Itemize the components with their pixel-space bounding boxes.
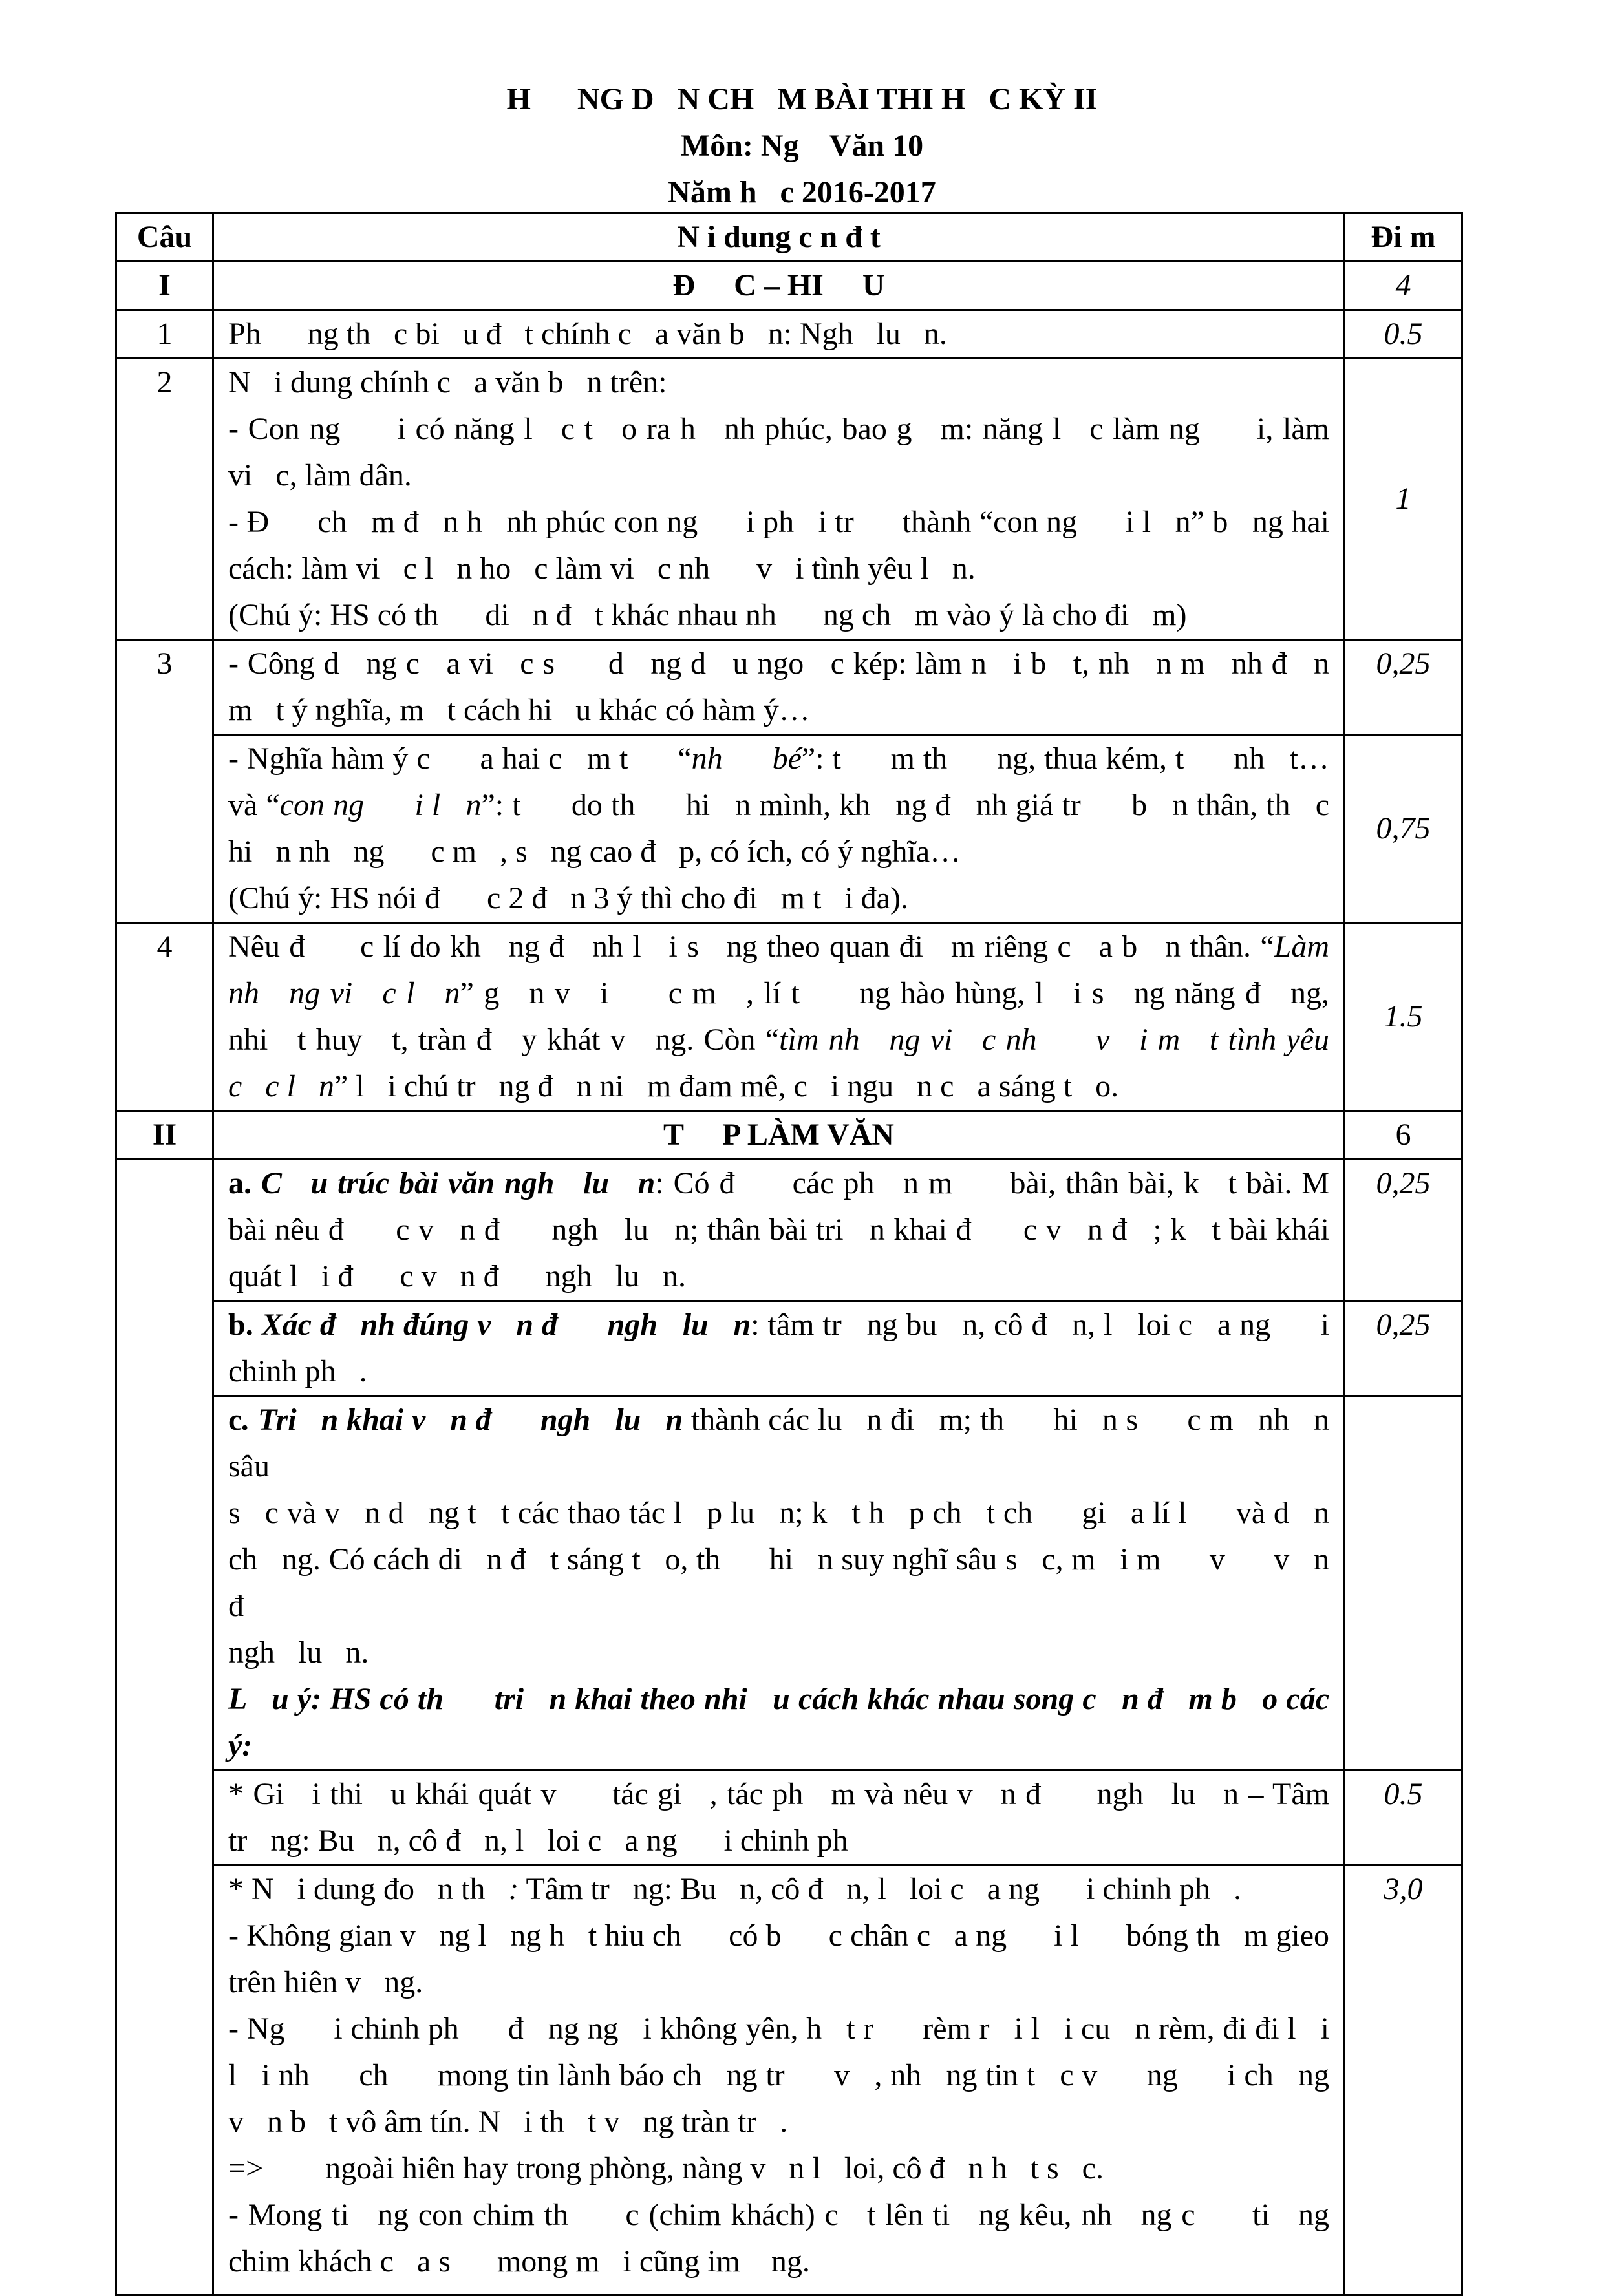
section-row-writing xyxy=(116,1111,1462,1160)
header-question: Câu xyxy=(116,213,213,262)
question-content xyxy=(213,359,1345,640)
content-line: s c và v n d ng t t các thao tác l p lu n; k t h p ch t ch gi a lí l và d n xyxy=(228,1496,1329,1530)
section-score: 4 xyxy=(1345,262,1462,310)
content-line: - Đ ch m đ n h nh phúc con ng i ph i tr thành “con ng i l n” b ng hai xyxy=(228,505,1329,539)
content-line: quát l i đ c v n đ ngh lu n. xyxy=(228,1259,686,1293)
content-line xyxy=(228,1160,1329,1207)
criterion-score-empty xyxy=(1345,1396,1462,1770)
criterion-score: 3,0 xyxy=(1345,1865,1462,2295)
criterion-a xyxy=(213,1160,1345,1301)
text-run: thành các lu n đi m; th hi n s c m nh n sâu xyxy=(228,1403,1337,1483)
table-row xyxy=(116,1301,1462,1396)
content-line: - Không gian v ng l ng h t hiu ch có b c chân c a ng i l bóng th m gieo xyxy=(228,1919,1329,1953)
criterion-score: 0,25 xyxy=(1345,1301,1462,1396)
text-run-bold: c xyxy=(228,1403,242,1437)
text-run: Nêu đ c lí do kh ng đ nh l i s ng theo quan đi m riêng c a b n thân. “ xyxy=(228,930,1274,964)
header-score: Đi m xyxy=(1345,213,1462,262)
text-run-italic: con ng i l n xyxy=(279,788,482,822)
text-run: ” l i chú tr ng đ n ni m đam mê, c i ngu n c a sáng t o. xyxy=(334,1069,1119,1103)
section-number: I xyxy=(116,262,213,310)
question-content xyxy=(213,923,1345,1111)
content-line: v n b t vô âm tín. N i th t v ng tràn tr . xyxy=(228,2105,788,2139)
header-content: N i dung c n đ t xyxy=(213,213,1345,262)
table-header-row xyxy=(116,213,1462,262)
grading-table xyxy=(115,212,1463,2296)
content-line: (Chú ý: HS nói đ c 2 đ n 3 ý thì cho đi m t i đa). xyxy=(228,881,908,915)
question-number-empty xyxy=(116,1160,213,2295)
content-line: ch ng. Có cách di n đ t sáng t o, th hi n suy nghĩ sâu s c, m i m v v n đ xyxy=(228,1542,1337,1623)
title-subject: Môn: Ng Văn 10 xyxy=(680,129,924,163)
document-heading xyxy=(0,76,1604,216)
content-line xyxy=(228,782,1329,829)
question-number: 1 xyxy=(116,310,213,359)
section-row-reading xyxy=(116,262,1462,310)
table-row xyxy=(116,735,1462,923)
content-line xyxy=(228,970,1329,1017)
text-run: ”: t do th hi n mình, kh ng đ nh giá tr b n thân, th c xyxy=(481,788,1330,822)
section-number: II xyxy=(116,1111,213,1160)
criterion-b xyxy=(213,1301,1345,1396)
criterion-c xyxy=(213,1396,1345,1770)
content-line: N i dung chính c a văn b n trên: xyxy=(228,365,667,399)
criterion-score: 0.5 xyxy=(1345,1770,1462,1865)
content-line: ngh lu n. xyxy=(228,1635,369,1670)
table-row xyxy=(116,359,1462,640)
question-content xyxy=(213,310,1345,359)
section-score: 6 xyxy=(1345,1111,1462,1160)
content-line: - Công d ng c a vi c s d ng d u ngo c kép: làm n i b t, nh n m nh đ n xyxy=(228,646,1329,681)
content-line xyxy=(228,1017,1329,1063)
content-line: chinh ph . xyxy=(228,1354,367,1388)
text-run: * N i dung đo n th xyxy=(228,1872,486,1906)
text-run-italic: nh ng vi c l n xyxy=(228,976,460,1010)
content-line: chim khách c a s mong m i cũng im ng. xyxy=(228,2244,810,2279)
content-line xyxy=(228,1063,1329,1110)
content-line: - Ng i chinh ph đ ng ng i không yên, h t r rèm r i l i cu n rèm, đi đi l i xyxy=(228,2012,1329,2046)
question-score: 0.5 xyxy=(1345,310,1462,359)
note-line: L u ý: HS có th tri n khai theo nhi u cách khác nhau song c n đ m b o các xyxy=(228,1682,1329,1716)
table-row xyxy=(116,310,1462,359)
content-line: hi n nh ng c m , s ng cao đ p, có ích, có ý nghĩa… xyxy=(228,834,961,869)
content-line: tr ng: Bu n, cô đ n, l loi c a ng i chinh ph xyxy=(228,1823,848,1858)
text-run-italic: tìm nh ng vi c nh v i m t tình yêu xyxy=(779,1023,1330,1057)
content-line xyxy=(228,1302,1329,1348)
text-run: nhi t huy t, tràn đ y khát v ng. Còn “ xyxy=(228,1023,780,1057)
question-score: 0,75 xyxy=(1345,735,1462,923)
text-run: ”: t m th ng, thua kém, t nh t… xyxy=(801,741,1329,776)
question-number: 3 xyxy=(116,640,213,923)
text-run-bold-italic: C u trúc bài văn ngh lu n xyxy=(261,1166,656,1200)
content-line: l i nh ch mong tin lành báo ch ng tr v , nh ng tin t c v ng i ch ng xyxy=(228,2058,1329,2092)
title-school-year: Năm h c 2016-2017 xyxy=(668,175,936,209)
title-line-1: H NG D N CH M BÀI THI H C KỲ II xyxy=(506,82,1098,116)
table-row xyxy=(116,1865,1462,2295)
text-run-italic: c c l n xyxy=(228,1069,334,1103)
question-number: 4 xyxy=(116,923,213,1111)
content-line: trên hiên v ng. xyxy=(228,1965,423,1999)
section-title: T P LÀM VĂN xyxy=(213,1111,1345,1160)
question-score: 0,25 xyxy=(1345,640,1462,735)
content-line xyxy=(228,1397,1337,1490)
question-number: 2 xyxy=(116,359,213,640)
sub-criterion-intro xyxy=(213,1770,1345,1865)
note-line: ý: xyxy=(228,1728,253,1763)
text-run: - Nghĩa hàm ý c a hai c m t “ xyxy=(228,741,692,776)
text-run: : Có đ các ph n m bài, thân bài, k t bài. M xyxy=(655,1166,1329,1200)
content-line: - Mong ti ng con chim th c (chim khách) c t lên ti ng kêu, nh ng c ti ng xyxy=(228,2198,1329,2232)
text-run: và “ xyxy=(228,788,280,822)
question-score: 1 xyxy=(1345,359,1462,640)
content-line: Ph ng th c bi u đ t chính c a văn b n: Ngh lu n. xyxy=(228,317,947,351)
text-run-bold: b. xyxy=(228,1308,262,1342)
content-line xyxy=(228,924,1329,970)
content-line: => ngoài hiên hay trong phòng, nàng v n l loi, cô đ n h t s c. xyxy=(228,2151,1104,2185)
sub-criterion-content xyxy=(213,1865,1345,2295)
text-run: ” g n v i c m , lí t ng hào hùng, l i s ng năng đ ng, xyxy=(460,976,1330,1010)
content-line: * Gi i thi u khái quát v tác gi , tác ph m và nêu v n đ ngh lu n – Tâm xyxy=(228,1777,1329,1811)
content-line: - Con ng i có năng l c t o ra h nh phúc, bao g m: năng l c làm ng i, làm xyxy=(228,412,1329,446)
question-content xyxy=(213,640,1345,735)
text-run-bold: a. xyxy=(228,1166,261,1200)
text-run-italic: : xyxy=(485,1872,519,1906)
table-row xyxy=(116,1160,1462,1301)
table-row xyxy=(116,923,1462,1111)
content-line: m t ý nghĩa, m t cách hi u khác có hàm ý… xyxy=(228,693,810,727)
content-line: vi c, làm dân. xyxy=(228,458,412,493)
criterion-score: 0,25 xyxy=(1345,1160,1462,1301)
table-row xyxy=(116,1770,1462,1865)
text-run: : tâm tr ng bu n, cô đ n, l loi c a ng i xyxy=(751,1308,1329,1342)
section-title: Đ C – HI U xyxy=(213,262,1345,310)
content-line xyxy=(228,736,1329,782)
text-run-italic: Làm xyxy=(1274,930,1329,964)
content-line: bài nêu đ c v n đ ngh lu n; thân bài tri n khai đ c v n đ ; k t bài khái xyxy=(228,1213,1329,1247)
text-run-bold-italic: Xác đ nh đúng v n đ ngh lu n xyxy=(261,1308,751,1342)
question-content xyxy=(213,735,1345,923)
content-line xyxy=(228,1866,1329,1913)
text-run-bold-italic: . Tri n khai v n đ ngh lu n xyxy=(242,1403,683,1437)
text-run: Tâm tr ng: Bu n, cô đ n, l loi c a ng i chinh ph . xyxy=(519,1872,1241,1906)
content-line: (Chú ý: HS có th di n đ t khác nhau nh ng ch m vào ý là cho đi m) xyxy=(228,598,1187,632)
text-run-italic: nh bé xyxy=(691,741,802,776)
table-row xyxy=(116,1396,1462,1770)
content-line: cách: làm vi c l n ho c làm vi c nh v i tình yêu l n. xyxy=(228,551,976,586)
question-score: 1.5 xyxy=(1345,923,1462,1111)
table-row xyxy=(116,640,1462,735)
